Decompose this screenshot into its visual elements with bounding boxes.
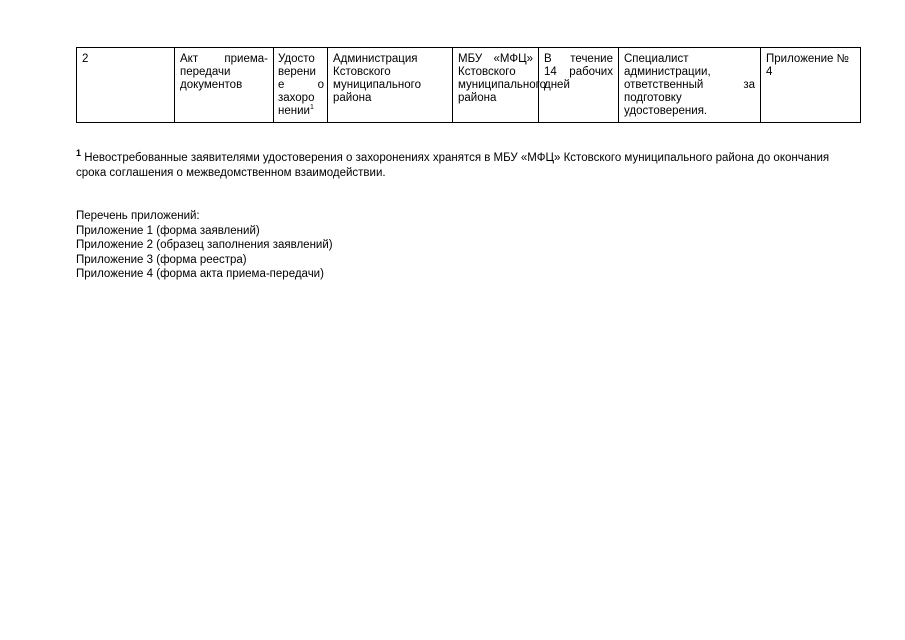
list-item: Приложение 1 (форма заявлений) — [76, 224, 260, 237]
cell-document: Акт приема-передачи документов — [175, 48, 274, 123]
cell-result-line: е о — [278, 79, 324, 91]
footnote-mark: 1 — [76, 148, 82, 159]
cell-appendix: Приложение № 4 — [761, 48, 861, 123]
cell-result-line: Удосто — [278, 53, 315, 65]
list-item: Приложение 3 (форма реестра) — [76, 253, 247, 266]
cell-result — [274, 48, 328, 123]
footnote-text: Невостребованные заявителями удостоверения о захоронениях хранятся в МБУ «МФЦ» Кстовского муниципального района до окончания срока соглашения о межведомственном взаимодействии. — [76, 152, 830, 179]
footnote — [76, 148, 862, 181]
cell-result-last-line — [278, 105, 324, 118]
table-row — [77, 48, 861, 123]
cell-result-line: верени — [278, 66, 316, 78]
list-item: Приложение 2 (образец заполнения заявлений) — [76, 239, 333, 251]
procedure-table — [76, 47, 861, 123]
cell-recipient: МБУ «МФЦ» Кстовского муниципального района — [453, 48, 539, 123]
cell-responsible: Специалист администрации, ответственный за подготовку удостоверения. — [619, 48, 761, 123]
cell-result-line: захоро — [278, 92, 315, 104]
footnote-reference: 1 — [309, 104, 314, 112]
appendix-list — [76, 209, 333, 282]
cell-result-line: нении — [278, 105, 310, 117]
list-item: Приложение 4 (форма акта приема-передачи) — [76, 268, 324, 280]
appendix-heading: Перечень приложений: — [76, 210, 200, 222]
cell-issuer: Администрация Кстовского муниципального района — [328, 48, 453, 123]
cell-number: 2 — [77, 48, 175, 123]
cell-term: В течение 14 рабочих дней — [539, 48, 619, 123]
